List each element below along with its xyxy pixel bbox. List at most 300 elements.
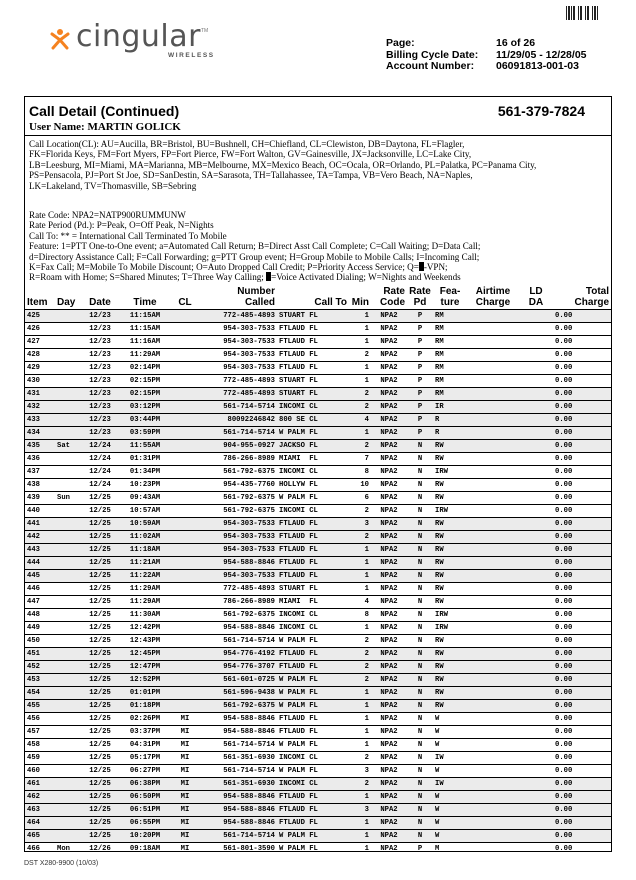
cell-call-to: INCOMI CL bbox=[277, 777, 349, 790]
cell-date: 12/23 bbox=[81, 361, 119, 374]
cell-rate-pd: N bbox=[407, 569, 433, 582]
cell-call-to: FTLAUD FL bbox=[277, 712, 349, 725]
cell-rate-pd: N bbox=[407, 556, 433, 569]
cell-item: 447 bbox=[25, 595, 55, 608]
cell-cl bbox=[171, 452, 199, 465]
cell-number: 561-792-6375 bbox=[199, 504, 277, 517]
cell-item: 453 bbox=[25, 673, 55, 686]
page-label: Page: bbox=[386, 37, 415, 49]
cell-time: 11:18AM bbox=[119, 543, 171, 556]
cell-min: 2 bbox=[349, 777, 371, 790]
cell-date: 12/25 bbox=[81, 634, 119, 647]
cell-number: 954-303-7533 bbox=[199, 517, 277, 530]
cell-rate-pd: N bbox=[407, 517, 433, 530]
cell-number: 954-588-8846 bbox=[199, 556, 277, 569]
cell-rate-pd: N bbox=[407, 491, 433, 504]
cell-airtime bbox=[467, 673, 519, 686]
cell-number: 954-588-8846 bbox=[199, 621, 277, 634]
cell-call-to: INCOMI CL bbox=[277, 751, 349, 764]
cell-feature: R bbox=[433, 426, 467, 439]
cell-time: 01:18PM bbox=[119, 699, 171, 712]
cell-time: 02:14PM bbox=[119, 361, 171, 374]
cell-airtime bbox=[467, 309, 519, 322]
cell-min: 2 bbox=[349, 634, 371, 647]
cell-rate-pd: P bbox=[407, 413, 433, 426]
cell-day bbox=[55, 569, 81, 582]
table-row bbox=[25, 582, 611, 595]
cell-day bbox=[55, 348, 81, 361]
cell-rate-pd: N bbox=[407, 803, 433, 816]
cell-min: 2 bbox=[349, 647, 371, 660]
cell-min: 1 bbox=[349, 699, 371, 712]
cell-feature: IRW bbox=[433, 504, 467, 517]
table-row bbox=[25, 543, 611, 556]
cell-date: 12/25 bbox=[81, 530, 119, 543]
cell-rate-pd: N bbox=[407, 829, 433, 842]
cell-cl bbox=[171, 582, 199, 595]
cell-number: 954-303-7533 bbox=[199, 348, 277, 361]
cell-airtime bbox=[467, 478, 519, 491]
cell-item: 439 bbox=[25, 491, 55, 504]
table-row bbox=[25, 556, 611, 569]
table-row bbox=[25, 647, 611, 660]
cell-number: 772-485-4893 bbox=[199, 387, 277, 400]
cell-call-to: W PALM FL bbox=[277, 738, 349, 751]
cell-rate-code: NPA2 bbox=[371, 621, 407, 634]
table-row bbox=[25, 660, 611, 673]
cell-number: 954-588-8846 bbox=[199, 816, 277, 829]
cell-total: 0.00 bbox=[553, 309, 611, 322]
cell-item: 427 bbox=[25, 335, 55, 348]
cell-day bbox=[55, 595, 81, 608]
cell-time: 11:21AM bbox=[119, 556, 171, 569]
cell-cl bbox=[171, 491, 199, 504]
col-rate-code: Rate Code bbox=[380, 285, 405, 308]
cell-date: 12/25 bbox=[81, 816, 119, 829]
cell-rate-pd: N bbox=[407, 608, 433, 621]
cell-cl: MI bbox=[171, 790, 199, 803]
cell-number: 772-485-4893 bbox=[199, 374, 277, 387]
cell-airtime bbox=[467, 803, 519, 816]
cell-cl: MI bbox=[171, 751, 199, 764]
col-min: Min bbox=[351, 296, 369, 308]
cell-total: 0.00 bbox=[553, 439, 611, 452]
cell-feature: W bbox=[433, 790, 467, 803]
cell-airtime bbox=[467, 829, 519, 842]
cell-total: 0.00 bbox=[553, 556, 611, 569]
cell-day bbox=[55, 634, 81, 647]
col-rate-pd: Rate Pd bbox=[409, 285, 431, 308]
table-row bbox=[25, 803, 611, 816]
page-value: 16 of 26 bbox=[496, 37, 536, 49]
cell-min: 1 bbox=[349, 842, 371, 855]
cell-rate-code: NPA2 bbox=[371, 595, 407, 608]
legend bbox=[25, 136, 611, 283]
call-location-line: Call Location(CL): AU=Aucilla, BR=Bristol, BU=Bushnell, CH=Chiefland, CL=Clewiston, DB=Daytona, FL=Flagler, bbox=[29, 139, 465, 149]
cell-call-to: W PALM FL bbox=[277, 673, 349, 686]
cell-day bbox=[55, 803, 81, 816]
cell-time: 10:23PM bbox=[119, 478, 171, 491]
cell-rate-code: NPA2 bbox=[371, 790, 407, 803]
cell-day bbox=[55, 452, 81, 465]
cell-rate-code: NPA2 bbox=[371, 504, 407, 517]
feature-legend-text: K=Fax Call; M=Mobile To Mobile Discount; O=Auto Dropped Call Credit; P=Priority Access Service; Q= bbox=[29, 262, 419, 273]
cell-rate-code: NPA2 bbox=[371, 426, 407, 439]
cell-call-to: W PALM FL bbox=[277, 829, 349, 842]
cell-ld bbox=[519, 543, 553, 556]
cell-ld bbox=[519, 426, 553, 439]
cell-date: 12/25 bbox=[81, 764, 119, 777]
table-row bbox=[25, 504, 611, 517]
cell-day bbox=[55, 582, 81, 595]
cell-total: 0.00 bbox=[553, 699, 611, 712]
cell-rate-code: NPA2 bbox=[371, 335, 407, 348]
cell-feature: RM bbox=[433, 322, 467, 335]
cell-number: 561-714-5714 bbox=[199, 426, 277, 439]
cell-number: 954-776-4192 bbox=[199, 647, 277, 660]
cell-call-to: FTLAUD FL bbox=[277, 725, 349, 738]
cell-cl bbox=[171, 504, 199, 517]
cell-rate-pd: N bbox=[407, 751, 433, 764]
cell-call-to: W PALM FL bbox=[277, 764, 349, 777]
cell-cl: MI bbox=[171, 738, 199, 751]
account-info bbox=[386, 38, 587, 73]
cell-day bbox=[55, 777, 81, 790]
cell-date: 12/23 bbox=[81, 309, 119, 322]
cell-cl bbox=[171, 426, 199, 439]
cell-day bbox=[55, 426, 81, 439]
cell-call-to: FTLAUD FL bbox=[277, 569, 349, 582]
cell-rate-pd: P bbox=[407, 348, 433, 361]
table-row bbox=[25, 452, 611, 465]
cell-feature: W bbox=[433, 725, 467, 738]
cell-airtime bbox=[467, 712, 519, 725]
cell-rate-pd: P bbox=[407, 387, 433, 400]
cell-total: 0.00 bbox=[553, 361, 611, 374]
cell-item: 456 bbox=[25, 712, 55, 725]
cell-cl bbox=[171, 569, 199, 582]
cell-total: 0.00 bbox=[553, 530, 611, 543]
cell-day bbox=[55, 361, 81, 374]
cell-rate-pd: N bbox=[407, 673, 433, 686]
cell-rate-code: NPA2 bbox=[371, 699, 407, 712]
cell-date: 12/25 bbox=[81, 660, 119, 673]
cell-rate-pd: P bbox=[407, 335, 433, 348]
cell-ld bbox=[519, 439, 553, 452]
col-day: Day bbox=[57, 296, 76, 308]
cell-number: 786-266-8989 bbox=[199, 595, 277, 608]
cell-total: 0.00 bbox=[553, 504, 611, 517]
cell-call-to: MIAMI FL bbox=[277, 595, 349, 608]
cell-item: 438 bbox=[25, 478, 55, 491]
cell-rate-code: NPA2 bbox=[371, 725, 407, 738]
cell-day bbox=[55, 374, 81, 387]
phone-number: 561-379-7824 bbox=[497, 103, 585, 119]
cell-number: 561-596-9438 bbox=[199, 686, 277, 699]
cell-number: 80092246842 bbox=[199, 413, 277, 426]
cell-time: 11:15AM bbox=[119, 309, 171, 322]
cell-total: 0.00 bbox=[553, 452, 611, 465]
cell-date: 12/25 bbox=[81, 569, 119, 582]
cell-total: 0.00 bbox=[553, 426, 611, 439]
table-row bbox=[25, 621, 611, 634]
cell-day: Sat bbox=[55, 439, 81, 452]
cell-number: 561-351-6930 bbox=[199, 777, 277, 790]
cell-call-to: INCOMI CL bbox=[277, 608, 349, 621]
cell-airtime bbox=[467, 738, 519, 751]
cell-rate-pd: N bbox=[407, 452, 433, 465]
cell-airtime bbox=[467, 426, 519, 439]
cell-min: 2 bbox=[349, 439, 371, 452]
cell-call-to: INCOMI CL bbox=[277, 400, 349, 413]
cell-day bbox=[55, 699, 81, 712]
cell-total: 0.00 bbox=[553, 686, 611, 699]
cell-date: 12/25 bbox=[81, 595, 119, 608]
cell-min: 1 bbox=[349, 686, 371, 699]
cell-cl bbox=[171, 309, 199, 322]
cell-call-to: FTLAUD FL bbox=[277, 647, 349, 660]
cell-call-to: FTLAUD FL bbox=[277, 361, 349, 374]
barcode bbox=[566, 6, 598, 20]
cell-time: 12:45PM bbox=[119, 647, 171, 660]
cell-rate-code: NPA2 bbox=[371, 751, 407, 764]
cell-feature: RM bbox=[433, 348, 467, 361]
cell-ld bbox=[519, 790, 553, 803]
cell-day bbox=[55, 413, 81, 426]
cell-total: 0.00 bbox=[553, 660, 611, 673]
cell-ld bbox=[519, 816, 553, 829]
cell-airtime bbox=[467, 725, 519, 738]
cell-min: 1 bbox=[349, 543, 371, 556]
table-row bbox=[25, 530, 611, 543]
cell-item: 437 bbox=[25, 465, 55, 478]
cell-item: 448 bbox=[25, 608, 55, 621]
cell-rate-pd: N bbox=[407, 777, 433, 790]
cell-airtime bbox=[467, 543, 519, 556]
cell-ld bbox=[519, 608, 553, 621]
cell-item: 460 bbox=[25, 764, 55, 777]
table-header-row bbox=[25, 286, 611, 310]
cell-day bbox=[55, 738, 81, 751]
cell-date: 12/23 bbox=[81, 426, 119, 439]
cell-min: 10 bbox=[349, 478, 371, 491]
cell-feature: W bbox=[433, 803, 467, 816]
cell-total: 0.00 bbox=[553, 829, 611, 842]
cell-number: 954-776-3707 bbox=[199, 660, 277, 673]
cell-day bbox=[55, 400, 81, 413]
cell-date: 12/25 bbox=[81, 738, 119, 751]
cell-rate-pd: N bbox=[407, 439, 433, 452]
cell-ld bbox=[519, 621, 553, 634]
cell-rate-pd: N bbox=[407, 660, 433, 673]
cell-rate-code: NPA2 bbox=[371, 569, 407, 582]
cell-item: 450 bbox=[25, 634, 55, 647]
cell-rate-code: NPA2 bbox=[371, 686, 407, 699]
cell-cl bbox=[171, 413, 199, 426]
cell-airtime bbox=[467, 361, 519, 374]
cell-date: 12/25 bbox=[81, 725, 119, 738]
cell-date: 12/23 bbox=[81, 374, 119, 387]
cell-rate-pd: P bbox=[407, 309, 433, 322]
cell-min: 8 bbox=[349, 465, 371, 478]
cell-date: 12/25 bbox=[81, 803, 119, 816]
cell-rate-pd: N bbox=[407, 686, 433, 699]
cell-total: 0.00 bbox=[553, 322, 611, 335]
cell-feature: RM bbox=[433, 387, 467, 400]
table-row bbox=[25, 595, 611, 608]
cell-date: 12/24 bbox=[81, 439, 119, 452]
cell-feature: RW bbox=[433, 543, 467, 556]
cell-total: 0.00 bbox=[553, 400, 611, 413]
cell-total: 0.00 bbox=[553, 465, 611, 478]
cell-call-to: STUART FL bbox=[277, 582, 349, 595]
cell-total: 0.00 bbox=[553, 790, 611, 803]
cell-feature: RW bbox=[433, 647, 467, 660]
cell-number: 561-714-5714 bbox=[199, 634, 277, 647]
cell-airtime bbox=[467, 387, 519, 400]
cell-rate-pd: P bbox=[407, 842, 433, 855]
cell-call-to: INCOMI CL bbox=[277, 465, 349, 478]
cell-rate-code: NPA2 bbox=[371, 491, 407, 504]
cell-item: 465 bbox=[25, 829, 55, 842]
cell-day bbox=[55, 673, 81, 686]
cell-airtime bbox=[467, 348, 519, 361]
cell-day bbox=[55, 556, 81, 569]
cell-ld bbox=[519, 569, 553, 582]
cell-day bbox=[55, 543, 81, 556]
cell-day bbox=[55, 764, 81, 777]
cell-feature: R bbox=[433, 413, 467, 426]
cell-airtime bbox=[467, 582, 519, 595]
cell-cl bbox=[171, 348, 199, 361]
cell-cl bbox=[171, 634, 199, 647]
cell-min: 2 bbox=[349, 751, 371, 764]
cell-min: 2 bbox=[349, 400, 371, 413]
cell-rate-pd: P bbox=[407, 374, 433, 387]
cell-item: 436 bbox=[25, 452, 55, 465]
table-row bbox=[25, 842, 611, 855]
cell-cl bbox=[171, 673, 199, 686]
cell-day: Mon bbox=[55, 842, 81, 855]
cell-call-to: FTLAUD FL bbox=[277, 803, 349, 816]
cell-cl: MI bbox=[171, 816, 199, 829]
table-row bbox=[25, 725, 611, 738]
cell-day bbox=[55, 647, 81, 660]
cell-item: 451 bbox=[25, 647, 55, 660]
cell-call-to: W PALM FL bbox=[277, 491, 349, 504]
cell-feature: RM bbox=[433, 335, 467, 348]
cell-day bbox=[55, 790, 81, 803]
cell-feature: RW bbox=[433, 595, 467, 608]
cell-total: 0.00 bbox=[553, 803, 611, 816]
cell-airtime bbox=[467, 530, 519, 543]
cell-ld bbox=[519, 504, 553, 517]
cell-time: 06:55PM bbox=[119, 816, 171, 829]
cell-rate-pd: N bbox=[407, 530, 433, 543]
cell-date: 12/25 bbox=[81, 686, 119, 699]
cell-ld bbox=[519, 335, 553, 348]
table-row bbox=[25, 478, 611, 491]
cell-total: 0.00 bbox=[553, 413, 611, 426]
cell-date: 12/23 bbox=[81, 413, 119, 426]
cell-feature: IRW bbox=[433, 621, 467, 634]
col-airtime-charge: Airtime Charge bbox=[475, 285, 511, 308]
cell-min: 2 bbox=[349, 673, 371, 686]
table-row bbox=[25, 374, 611, 387]
cell-rate-code: NPA2 bbox=[371, 361, 407, 374]
cell-min: 3 bbox=[349, 803, 371, 816]
cell-airtime bbox=[467, 465, 519, 478]
table-row bbox=[25, 387, 611, 400]
cell-feature: IW bbox=[433, 751, 467, 764]
cell-rate-pd: N bbox=[407, 582, 433, 595]
cell-rate-pd: N bbox=[407, 634, 433, 647]
cell-feature: W bbox=[433, 829, 467, 842]
cell-item: 442 bbox=[25, 530, 55, 543]
cell-airtime bbox=[467, 322, 519, 335]
cell-airtime bbox=[467, 699, 519, 712]
cell-item: 443 bbox=[25, 543, 55, 556]
feature-legend-line: d=Directory Assistance Call; F=Call Forwarding; g=PTT Group event; H=Group Mobile to Mobile Calls; I=Incoming Call; bbox=[29, 251, 480, 262]
cell-cl bbox=[171, 556, 199, 569]
table-row bbox=[25, 764, 611, 777]
cell-number: 561-792-6375 bbox=[199, 465, 277, 478]
cell-cl: MI bbox=[171, 842, 199, 855]
cell-min: 4 bbox=[349, 595, 371, 608]
cell-total: 0.00 bbox=[553, 595, 611, 608]
cell-feature: W bbox=[433, 764, 467, 777]
cell-date: 12/25 bbox=[81, 699, 119, 712]
cell-rate-code: NPA2 bbox=[371, 777, 407, 790]
cell-call-to: FTLAUD FL bbox=[277, 322, 349, 335]
cell-day bbox=[55, 504, 81, 517]
cell-day bbox=[55, 517, 81, 530]
cell-day bbox=[55, 829, 81, 842]
cell-feature: RW bbox=[433, 452, 467, 465]
cell-total: 0.00 bbox=[553, 777, 611, 790]
cell-rate-pd: P bbox=[407, 361, 433, 374]
cell-cl bbox=[171, 361, 199, 374]
table-row bbox=[25, 751, 611, 764]
rate-code-legend: Rate Code: NPA2=NATP900RUMMUNW bbox=[29, 210, 186, 221]
cell-rate-code: NPA2 bbox=[371, 829, 407, 842]
cell-date: 12/23 bbox=[81, 322, 119, 335]
cell-time: 11:22AM bbox=[119, 569, 171, 582]
cell-number: 561-714-5714 bbox=[199, 400, 277, 413]
cell-cl bbox=[171, 517, 199, 530]
cell-rate-pd: N bbox=[407, 504, 433, 517]
table-row bbox=[25, 322, 611, 335]
table-row bbox=[25, 348, 611, 361]
col-time: Time bbox=[133, 296, 157, 308]
cell-min: 1 bbox=[349, 426, 371, 439]
cell-rate-code: NPA2 bbox=[371, 764, 407, 777]
cell-rate-pd: P bbox=[407, 426, 433, 439]
cell-min: 1 bbox=[349, 621, 371, 634]
cell-min: 1 bbox=[349, 790, 371, 803]
cell-ld bbox=[519, 634, 553, 647]
cell-ld bbox=[519, 556, 553, 569]
cell-min: 1 bbox=[349, 322, 371, 335]
cell-number: 954-303-7533 bbox=[199, 322, 277, 335]
cell-item: 430 bbox=[25, 374, 55, 387]
cell-time: 03:37PM bbox=[119, 725, 171, 738]
cell-feature: IW bbox=[433, 777, 467, 790]
cell-feature: RW bbox=[433, 582, 467, 595]
feature-legend-text: =Voice Activated Dialing; W=Nights and Weekends bbox=[271, 272, 461, 283]
cell-number: 954-303-7533 bbox=[199, 530, 277, 543]
cell-feature: IRW bbox=[433, 608, 467, 621]
